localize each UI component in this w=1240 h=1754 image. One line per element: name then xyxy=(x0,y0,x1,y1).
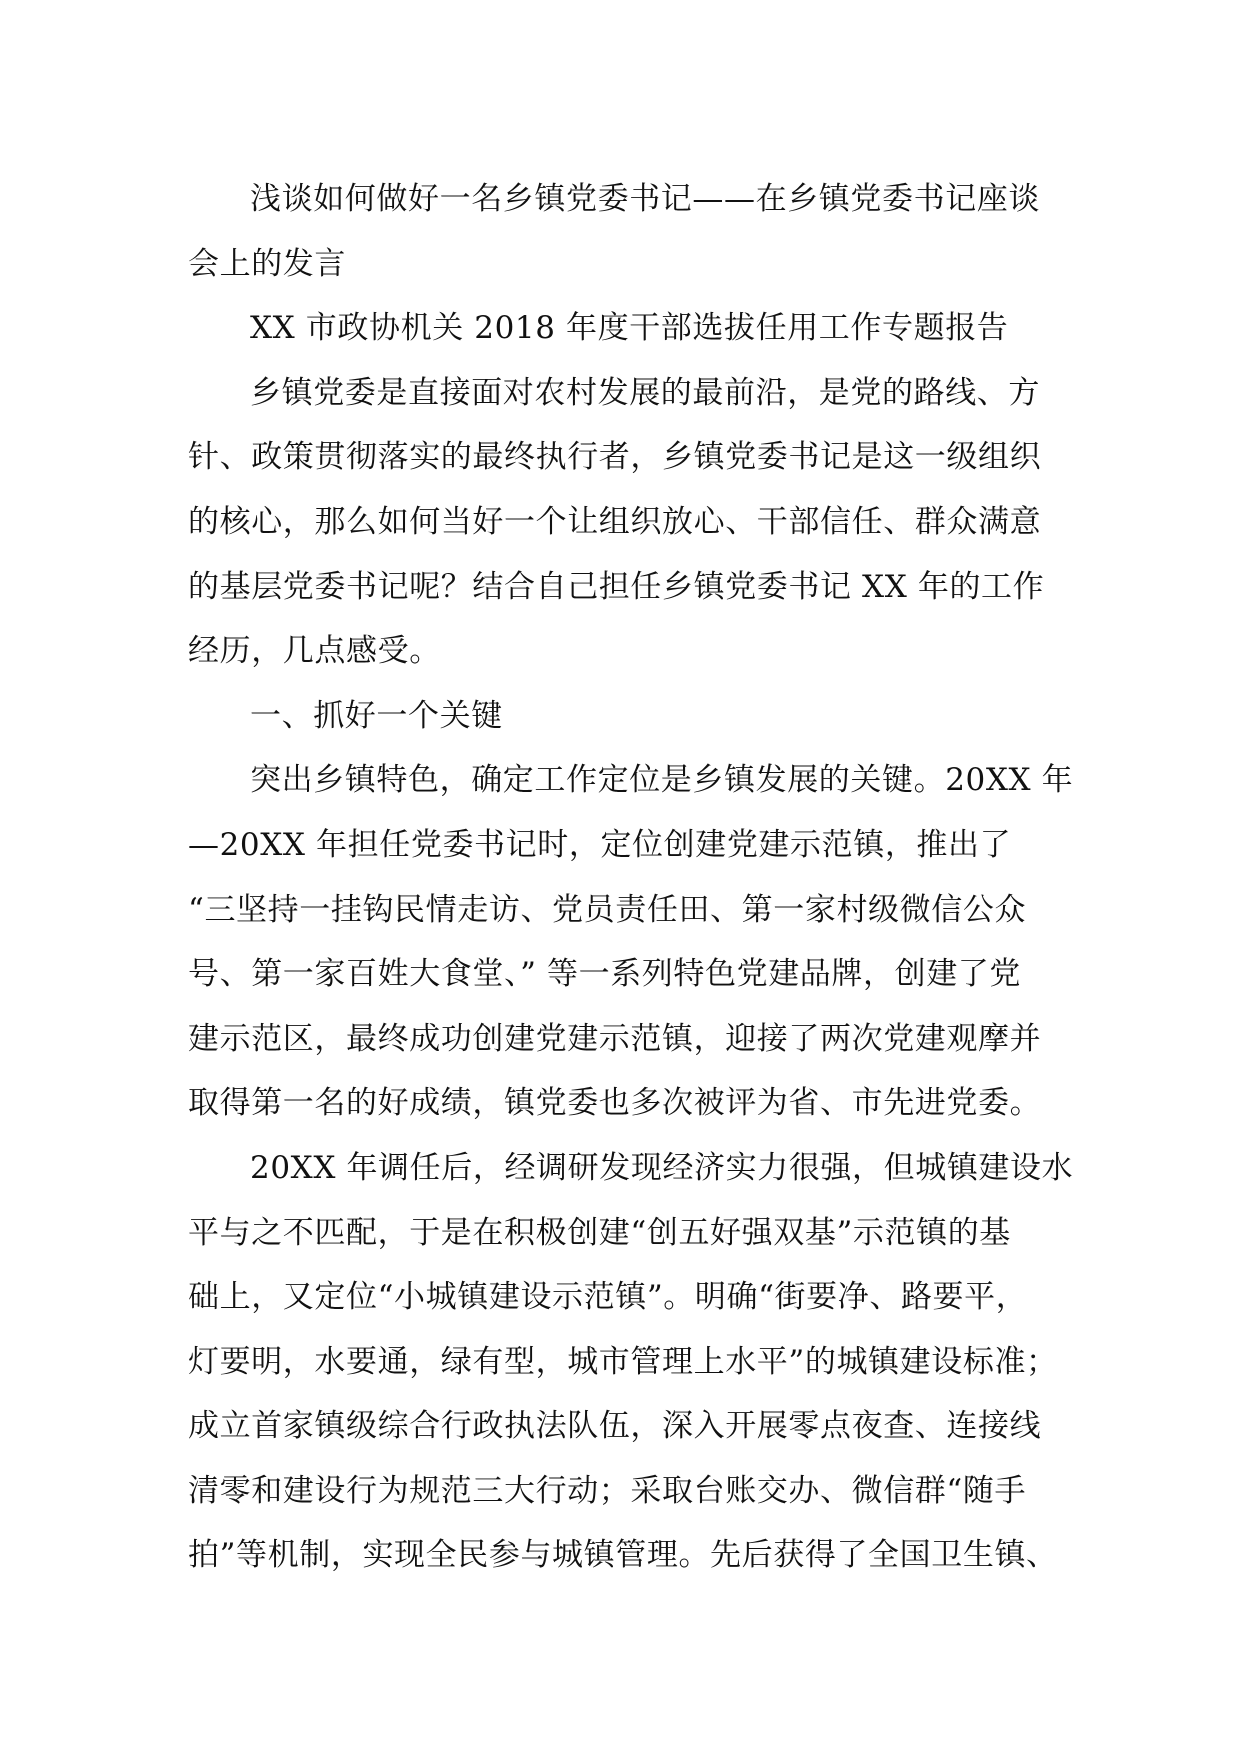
text-line: 拍”等机制，实现全民参与城镇管理。先后获得了全国卫生镇、 xyxy=(188,1537,1058,1574)
text-line: 乡镇党委是直接面对农村发展的最前沿，是党的路线、方 xyxy=(250,374,1040,411)
text-line: 建示范区，最终成功创建党建示范镇，迎接了两次党建观摩并 xyxy=(188,1020,1042,1057)
text-line: 清零和建设行为规范三大行动；采取台账交办、微信群“随手 xyxy=(188,1472,1027,1509)
text-line: 础上，又定位“小城镇建设示范镇”。明确“街要净、路要平， xyxy=(188,1279,1028,1316)
text-line: 成立首家镇级综合行政执法队伍，深入开展零点夜查、连接线 xyxy=(188,1408,1042,1445)
document-body xyxy=(188,167,1088,1588)
text-line: 的核心，那么如何当好一个让组织放心、干部信任、群众满意 xyxy=(188,503,1042,540)
text-line: “三坚持一挂钩民情走访、党员责任田、第一家村级微信公众 xyxy=(188,891,1027,928)
document-title xyxy=(188,167,1088,296)
document-subtitle xyxy=(188,296,1088,361)
paragraph-transfer xyxy=(188,1136,1088,1588)
text-line: 20XX 年调任后，经调研发现经济实力很强，但城镇建设水 xyxy=(250,1149,1074,1186)
text-line: 号、第一家百姓大食堂、” 等一系列特色党建品牌，创建了党 xyxy=(188,956,1021,993)
paragraph-intro xyxy=(188,361,1088,684)
paragraph-key-point xyxy=(188,748,1088,1136)
text-line: 的基层党委书记呢？结合自己担任乡镇党委书记 XX 年的工作 xyxy=(188,568,1045,605)
heading-line: 一、抓好一个关键 xyxy=(250,697,503,734)
text-line: 突出乡镇特色，确定工作定位是乡镇发展的关键。20XX 年 xyxy=(250,762,1074,799)
text-line: 针、政策贯彻落实的最终执行者，乡镇党委书记是这一级组织 xyxy=(188,439,1042,476)
section-heading xyxy=(188,684,1088,749)
text-line: 经历，几点感受。 xyxy=(188,633,441,670)
text-line: —20XX 年担任党委书记时，定位创建党建示范镇，推出了 xyxy=(188,826,1012,863)
text-line: 平与之不匹配，于是在积极创建“创五好强双基”示范镇的基 xyxy=(188,1214,1011,1251)
text-line: 取得第一名的好成绩，镇党委也多次被评为省、市先进党委。 xyxy=(188,1085,1042,1122)
title-line: 浅谈如何做好一名乡镇党委书记——在乡镇党委书记座谈 xyxy=(250,181,1040,217)
text-line: 灯要明，水要通，绿有型，城市管理上水平”的城镇建设标准； xyxy=(188,1343,1058,1380)
subtitle-line: XX 市政协机关 2018 年度干部选拔任用工作专题报告 xyxy=(250,310,1009,347)
title-line: 会上的发言 xyxy=(188,245,346,282)
